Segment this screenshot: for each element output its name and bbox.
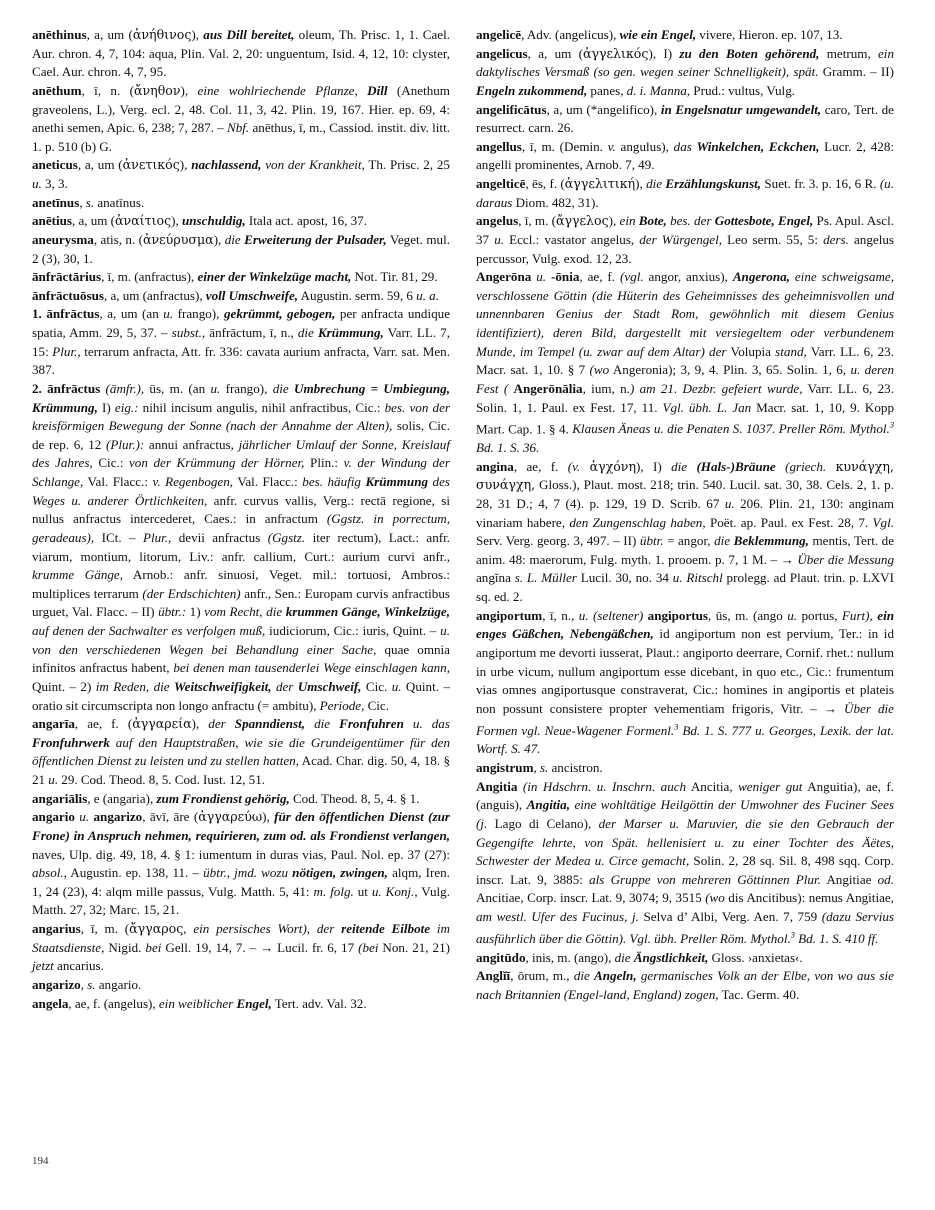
dictionary-entry: angela, ae, f. (angelus), ein weiblicher Engel, Tert. adv. Val. 32. (32, 995, 367, 1011)
dictionary-entry: anētius, a, um (ἀναίτιος), unschuldig, Itala act. apost, 16, 37. (32, 213, 367, 229)
dictionary-entry: angelicus, a, um (ἀγγελικός), I) zu den Boten gehörend, metrum, ein daktylisches Versmaß (so gen. wegen seiner Schnelligkeit), spät. Gramm. – II) Engeln zukommend, panes, d. i. Manna, Prud.: vultus, Vulg. (476, 45, 895, 98)
dictionary-entry: angarius, ī, m. (ἄγγαρος, ein persisches Wort), der reitende Eilbote im Staatsdienste, Nigid. bei Gell. 19, 14, 7. – → Lucil. fr. 6, 17 (bei Non. 21, 21) jetzt ancarius. (32, 921, 451, 974)
dictionary-entry: angelticē, ēs, f. (ἀγγελιτική), die Erzählungskunst, Suet. fr. 3. p. 16, 6 R. (u. daraus Diom. 482, 31). (476, 176, 894, 210)
dictionary-entry: angistrum, s. ancistron. (476, 760, 603, 776)
dictionary-entry: angarīa, ae, f. (ἀγγαρεία), der Spanndienst, die Fronfuhren u. das Fronfuhrwerk auf den Hauptstraßen, wie sie die Grundeigentümer für den öffentlichen Dienst zu leisten und zu stellen hatten, Acad. Char. dig. 50, 4, 18. § 21 u. 29. Cod. Theod. 8, 5. Cod. Iust. 12, 51. (32, 716, 450, 787)
dictionary-entry: angelicē, Adv. (angelicus), wie ein Engel, vivere, Hieron. ep. 107, 13. (476, 27, 843, 42)
dictionary-entry: Angitia (in Hdschrn. u. Inschrn. auch Ancitia, weniger gut Anguitia), ae, f. (anguis), Angitia, eine wohltätige Heilgöttin der Umwohner des Fuciner Sees (j. Lago di Celano), der Marser u. Maruvier, die sie den Gebrauch der Gegengifte lehrte, von Spät. hellenisiert u. zu einer Tochter des Äëtes, Schwester der Medea u. Circe gemacht, Solin. 2, 28 sq. Sil. 8, 498 sqq. Corp. inscr. Lat. 9, 3885: als Gruppe von mehreren Göttinnen Plur. Angitiae od. Ancitiae, Corp. inscr. Lat. 9, 3074; 9, 3515 (wo dis Ancitibus): nemus Angitiae, am westl. Ufer des Fucinus, j. Selva d’ Albi, Verg. Aen. 7, 759 (dazu Servius ausführlich über die Göttin). Vgl. übh. Preller Röm. Mythol.$^3$ Bd. 1. S. 410 ff. (476, 778, 894, 947)
dictionary-entry: angariālis, e (angaria), zum Frondienst gehörig, Cod. Theod. 8, 5, 4. § 1. (32, 790, 420, 806)
dictionary-entry: angina, ae, f. (v. ἀγχόνη), I) die (Hals-)Bräune (griech. κυνάγχη, συνάγχη, Gloss.), Plaut. most. 218; trin. 540. Lucil. sat. 30, 38. Cels. 2, 1. p. 28, 31 D.; 4, 7 (4). p. 129, 19 D. Scrib. 67 u. 206. Plin. 21, 130: anginam vinariam habere, den Zungenschlag haben, Poët. ap. Paul. ex Fest. 28, 7. Vgl. Serv. Verg. georg. 3, 497. – II) übtr. = angor, die Beklemmung, mentis, Tert. de anim. 48: maerorum, Fulg. myth. 1. prooem. p. 7, 1 M. – → Über die Messung angĭna s. L. Müller Lucil. 30, no. 34 u. Ritschl prolegg. ad Plaut. trin. p. LXVI sq. ed. 2. (476, 458, 895, 605)
dictionary-entry: anēthum, ī, n. (ἄνηθον), eine wohlriechende Pflanze, Dill (Anethum graveolens, L.), Verg. ecl. 2, 48. Col. 11, 3, 42. Plin. 19, 167. Hier. ep. 69, 4: anethi semen, Apic. 6, 238; 7, 287. – Nbf. anēthus, ī, m., Cassiod. instit. div. litt. 1. p. 510 (b) G. (32, 82, 450, 154)
dictionary-entry: angario u. angarizo, āvī, āre (ἀγγαρεύω), für den öffentlichen Dienst (zur Frone) in Anspruch nehmen, requirieren, zum od. als Frondienst verlangen, naves, Ulp. dig. 49, 18, 4. § 1: iumentum in duras vias, Paul. Nol. ep. 37 (27): absol., Augustin. ep. 138, 11. – übtr., jmd. wozu nötigen, zwingen, alqm, Iren. 1, 24 (23), 4: alqm mille passus, Vulg. Matth. 5, 41: m. folg. ut u. Konj., Vulg. Matth. 27, 32; Marc. 15, 21. (32, 809, 450, 918)
right-column (476, 26, 894, 1005)
left-column (32, 26, 450, 1013)
dictionary-entry: ānfrāctārius, ī, m. (anfractus), einer der Winkelzüge macht, Not. Tir. 81, 29. (32, 269, 438, 285)
dictionary-entry: angitūdo, inis, m. (ango), die Ängstlichkeit, Gloss. ›anxietas‹. (476, 949, 803, 965)
dictionary-entry: angellus, ī, m. (Demin. v. angulus), das Winkelchen, Eckchen, Lucr. 2, 428: angelli prominentes, Arnob. 7, 49. (476, 138, 895, 173)
dictionary-entry: 2. ānfrāctus (āmfr.), ūs, m. (an u. frango), die Umbrechung = Umbiegung, Krümmung, I) eig.: nihil incisum angulis, nihil anfractibus, Cic.: bes. von der kreisförmigen Bewegung der Sonne (nach der Annahme der Alten), solis, Cic. de rep. 6, 12 (Plur.): annui anfractus, jährlicher Umlauf der Sonne, Kreislauf des Jahres, Cic.: von der Krümmung der Hörner, Plin.: v. der Windung der Schlange, Val. Flacc.: v. Regenbogen, Val. Flacc.: bes. häufig Krümmung des Weges u. anderer Örtlichkeiten, anfr. curvus vallis, Verg.: rectā regione, si nullus anfractus intercederet, Caes.: in anfractum (Ggstz. in porrectum, geradeaus), ICt. – Plur., devii anfractus (Ggstz. iter rectum), Lact.: anfr. viarum, montium, litorum, Liv.: anfr. callium, Curt.: aurium curvi anfr., krumme Gänge, Arnob.: anfr. sinuosi, Veget. mil.: tortuosi, Ambros.: multiplices terrarum (der Erdschichten) anfr., Sen.: Europam curvis anfractibus urguet, Val. Flacc. – II) übtr.: 1) vom Recht, die krummen Gänge, Winkelzüge, auf denen der Sachwalter es verfolgen muß, iudiciorum, Cic.: iuris, Quint. – u. von den verschiedenen Wegen bei Behandlung einer Sache, quae omnia infinitos anfractus habent, bei denen man tausenderlei Wege einschlagen kann, Quint. – 2) im Reden, die Weitschweifigkeit, der Umschweif, Cic. u. Quint. – oratio sit circumscripta non longo anfractu (= ambitu), Periode, Cic. (32, 380, 451, 713)
dictionary-entry: anēthinus, a, um (ἀνήθινος), aus Dill bereitet, oleum, Th. Prisc. 1, 1. Cael. Aur. chron. 4, 7, 104: aqua, Plin. Val. 2, 20: unguentum, Isid. 4, 12, 10: clyster, Cael. Aur. chron. 4, 7, 95. (32, 27, 450, 80)
dictionary-entry: Angerōna u. -ōnia, ae, f. (vgl. angor, anxius), Angerona, eine schweigsame, verschlossene Göttin (die Hüterin des Geheimnisses des geheimnisvollen und unnennbaren Genius der Stadt Rom, gewöhnlich mit diesem Genius identifiziert), deren Bild, dargestellt mit versiegeltem oder verbundenem Munde, im Tempel (u. zwar auf dem Altar) der Volupia stand, Varr. LL. 6, 23. Macr. sat. 1, 10. § 7 (wo Angeronia); 3, 9, 4. Plin. 3, 65. Solin. 1, 6, u. deren Fest ( Angerōnālia, ium, n.) am 21. Dezbr. gefeiert wurde, Varr. LL. 6, 23. Solin. 1, 1. Paul. ex Fest. 17, 11. Vgl. übh. L. Jan Macr. sat. 1, 10, 9. Kopp Mart. Cap. 1. § 4. Klausen Äneas u. die Penaten S. 1037. Preller Röm. Mythol.$^3$ Bd. 1. S. 36. (476, 269, 894, 456)
dictionary-entry: anetīnus, s. anatīnus. (32, 194, 145, 210)
dictionary-entry: aneurysma, atis, n. (ἀνεύρυσμα), die Erweiterung der Pulsader, Veget. mul. 2 (3), 30, 1. (32, 231, 450, 266)
dictionary-entry: ānfrāctuōsus, a, um (anfractus), voll Umschweife, Augustin. serm. 59, 6 u. a. (32, 287, 439, 303)
dictionary-entry: 1. ānfrāctus, a, um (an u. frango), gekrümmt, gebogen, per anfracta undique spatia, Amm. 29, 5, 37. – subst., ānfrāctum, ī, n., die Krümmung, Varr. LL. 7, 15: Plur., terrarum anfracta, Att. fr. 336: cavata aurium anfracta, Varr. sat. Men. 387. (32, 306, 451, 378)
dictionary-entry: Anglĭī, ōrum, m., die Angeln, germanisches Volk an der Elbe, von wo aus sie nach Britannien (Engel-land, England) zogen, Tac. Germ. 40. (476, 968, 894, 1002)
page-number: 194 (32, 1155, 49, 1167)
two-column-layout (32, 26, 910, 1013)
dictionary-entry: angiportum, ī, n., u. (seltener) angiportus, ūs, m. (ango u. portus, Furt), ein enges Gäßchen, Nebengäßchen, id angiportum non est pervium, Ter.: in id angiportum me devorti iusserat, Plaut.: angiporto deerrare, Cornif. rhet.: nullum in urbe vicum, nullum angiportum esse dicebant, in quo etc., Cic.: frumentum vias omnes angiportusque constraverat, Cic.: homines in angiportis et plateis non possunt consistere propter vehementiam frigoris, Vitr. – → Über die Formen vgl. Neue-Wagener Formenl.$^3$ Bd. 1. S. 777 u. Georges, Lexik. der lat. Wortf. S. 47. (476, 607, 894, 757)
dictionary-entry: angelificātus, a, um (*angelifico), in Engelsnatur umgewandelt, caro, Tert. de resurrect. carn. 26. (476, 101, 894, 136)
dictionary-entry: angarizo, s. angario. (32, 976, 142, 992)
dictionary-entry: angelus, ī, m. (ἄγγελος), ein Bote, bes. der Gottesbote, Engel, Ps. Apul. Ascl. 37 u. Eccl.: vastator angelus, der Würgengel, Leo serm. 55, 5: ders. angelus percussor, Vulg. exod. 12, 23. (476, 213, 894, 266)
dictionary-entry: aneticus, a, um (ἀνετικός), nachlassend, von der Krankheit, Th. Prisc. 2, 25 u. 3, 3. (32, 157, 450, 191)
